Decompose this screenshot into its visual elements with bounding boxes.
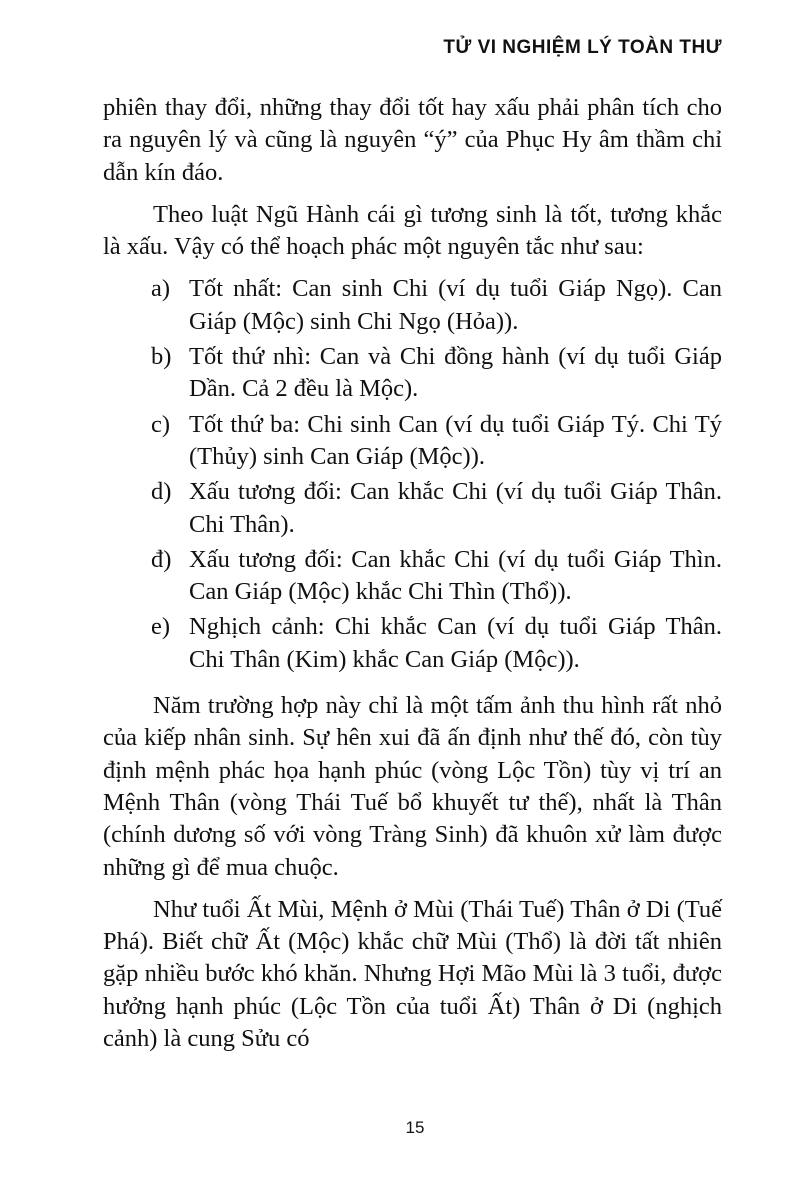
page-number: 15: [405, 1118, 425, 1137]
list-item-text: Tốt nhất: Can sinh Chi (ví dụ tuổi Giáp Ngọ). Can Giáp (Mộc) sinh Chi Ngọ (Hỏa)).: [189, 275, 722, 335]
paragraph-example: Như tuổi Ất Mùi, Mệnh ở Mùi (Thái Tuế) Thân ở Di (Tuế Phá). Biết chữ Ất (Mộc) khắc chữ Mùi (Thổ) là đời tất nhiên gặp nhiều bước khó khăn. Nhưng Hợi Mão Mùi là 3 tuổi, được hưởng hạnh phúc (Lộc Tồn của tuổi Ất) Thân ở Di (nghịch cảnh) là cung Sửu có: [103, 895, 722, 1053]
list-item-text: Tốt thứ ba: Chi sinh Can (ví dụ tuổi Giáp Tý. Chi Tý (Thủy) sinh Can Giáp (Mộc)).: [189, 410, 722, 470]
list-marker: a): [151, 275, 171, 303]
paragraph-five-cases: Năm trường hợp này chỉ là một tấm ảnh thu hình rất nhỏ của kiếp nhân sinh. Sự hên xui đã ấn định như thế đó, còn tùy định mệnh phác họa hạnh phúc (vòng Lộc Tồn) tùy vị trí an Mệnh Thân (vòng Thái Tuế bổ khuyết tư thế), nhất là Thân (chính dương số với vòng Tràng Sinh) đã khuôn xử làm được những gì để mua chuộc.: [103, 692, 722, 881]
list-item: [103, 611, 722, 676]
list-item: [103, 273, 722, 338]
list-marker: đ): [151, 545, 172, 573]
paragraph-continued: phiên thay đổi, những thay đổi tốt hay xấu phải phân tích cho ra nguyên lý và cũng là nguyên “ý” của Phục Hy âm thầm chỉ dẫn kín đáo.: [103, 94, 722, 186]
list-item: [103, 544, 722, 609]
list-marker: b): [151, 343, 172, 371]
list-item-text: Nghịch cảnh: Chi khắc Can (ví dụ tuổi Giáp Thân. Chi Thân (Kim) khắc Can Giáp (Mộc)).: [189, 613, 722, 673]
page-body: [103, 92, 722, 1065]
paragraph-rule-intro: Theo luật Ngũ Hành cái gì tương sinh là tốt, tương khắc là xấu. Vậy có thể hoạch phác một nguyên tắc như sau:: [103, 200, 722, 261]
running-title: TỬ VI NGHIỆM LÝ TOÀN THƯ: [443, 37, 722, 58]
list-item-text: Xấu tương đối: Can khắc Chi (ví dụ tuổi Giáp Thìn. Can Giáp (Mộc) khắc Chi Thìn (Thổ)).: [189, 545, 722, 606]
list-item: [103, 341, 722, 406]
list-marker: c): [151, 410, 171, 438]
list-item-text: Xấu tương đối: Can khắc Chi (ví dụ tuổi Giáp Thân. Chi Thân).: [189, 478, 722, 538]
list-item: [103, 476, 722, 541]
list-item: [103, 409, 722, 474]
list-item-text: Tốt thứ nhì: Can và Chi đồng hành (ví dụ tuổi Giáp Dần. Cả 2 đều là Mộc).: [189, 343, 722, 403]
rules-list: [103, 273, 722, 676]
list-marker: e): [151, 613, 171, 641]
list-marker: d): [151, 478, 172, 506]
